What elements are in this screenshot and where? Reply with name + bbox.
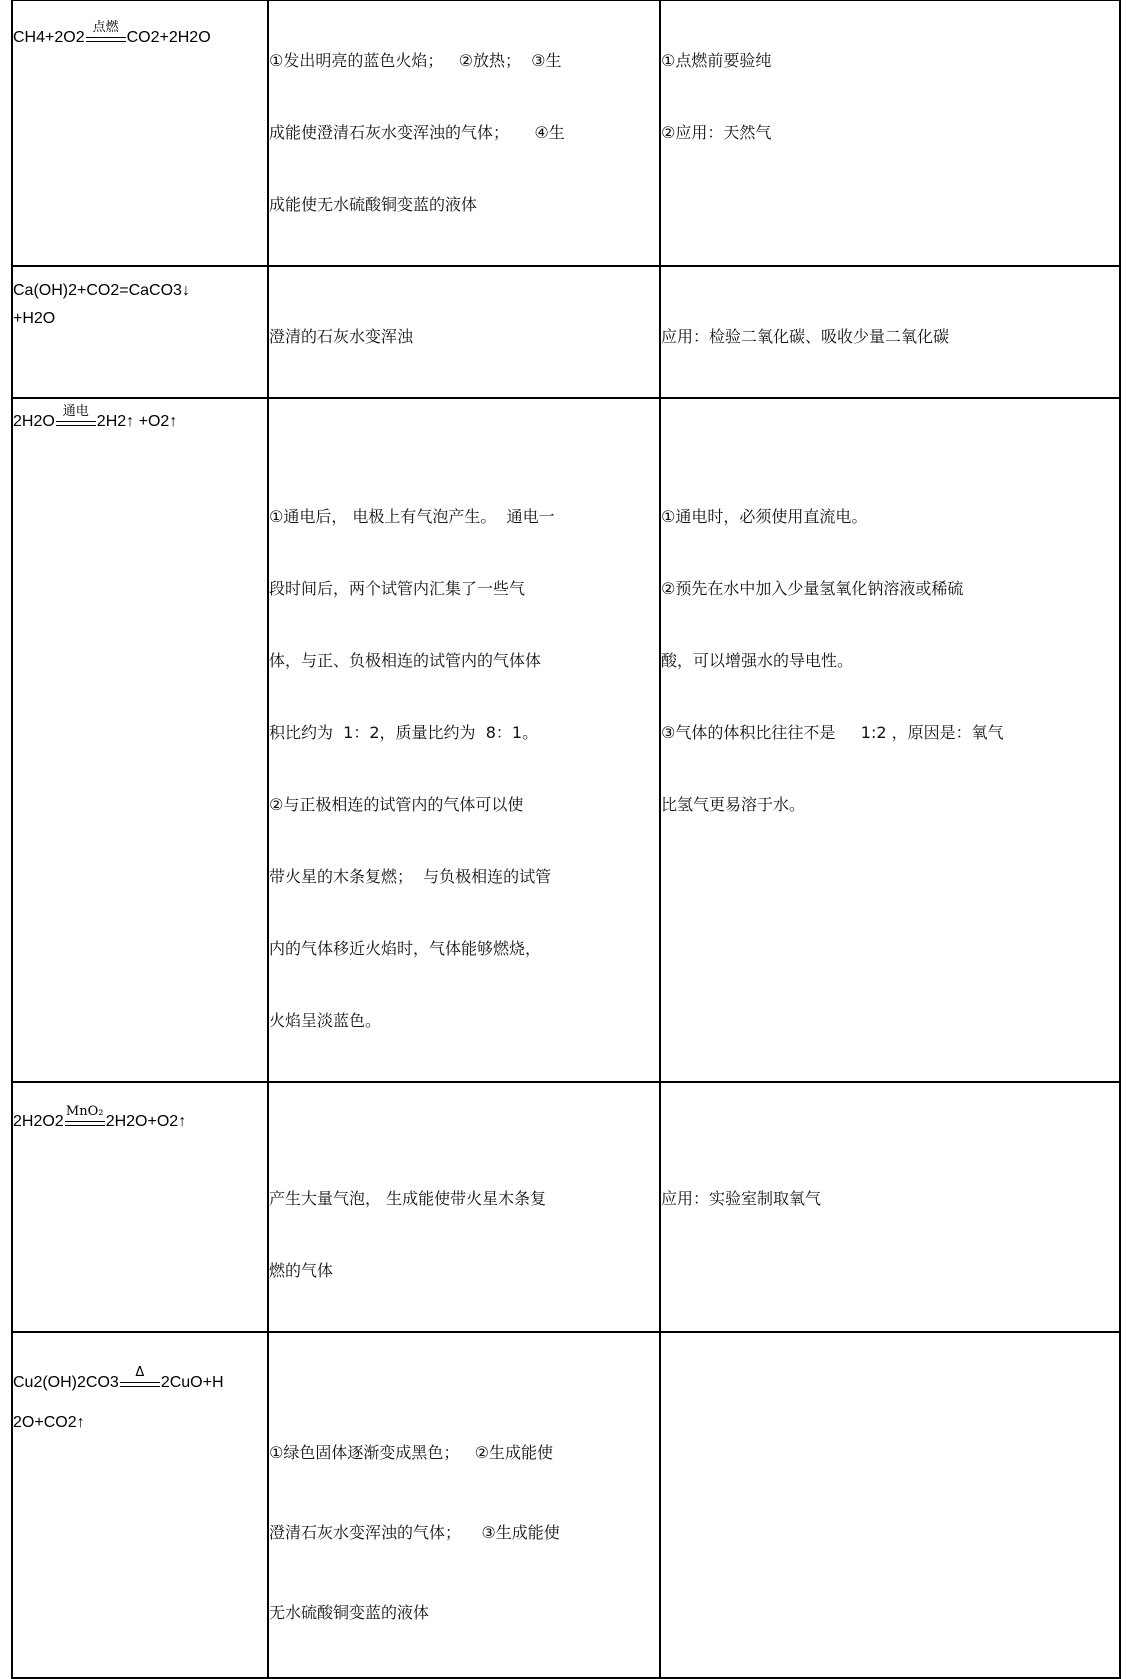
- notes-line: ②应用：天然气: [661, 123, 772, 142]
- phenomenon-cell: [268, 1332, 660, 1678]
- equation-cell: [12, 0, 268, 266]
- equation-products: CO2+2H2O: [126, 29, 211, 46]
- equation-reactants: 2H2O2: [13, 1113, 64, 1130]
- phenomenon-cell: [268, 1082, 660, 1332]
- equation-cell: [12, 398, 268, 1082]
- phenomenon-line: 无水硫酸铜变蓝的液体: [269, 1603, 430, 1622]
- reaction-condition-arrow: [120, 1365, 160, 1387]
- phenomenon-line: 成能使澄清石灰水变浑浊的气体； ④生: [269, 123, 565, 142]
- equation-reactants: 2H2O: [13, 413, 55, 430]
- reaction-condition-arrow: [86, 20, 126, 42]
- equation-cell: [12, 1332, 268, 1678]
- notes-line: 应用：检验二氧化碳、吸收少量二氧化碳: [661, 327, 950, 346]
- phenomenon-line: 成能使无水硫酸铜变蓝的液体: [269, 195, 478, 214]
- notes-cell: [660, 398, 1120, 1082]
- phenomenon-line: 带火星的木条复燃； 与负极相连的试管: [269, 867, 552, 886]
- phenomenon-line: 积比约为 1：2，质量比约为 8：1。: [269, 723, 539, 742]
- equation-line: +H2O: [13, 310, 56, 327]
- equation-line: 2O+CO2↑: [13, 1414, 85, 1431]
- notes-line: ①点燃前要验纯: [661, 51, 772, 70]
- equation-reactants: Cu2(OH)2CO3: [13, 1374, 119, 1391]
- notes-line: ②预先在水中加入少量氢氧化钠溶液或稀硫: [661, 579, 964, 598]
- equation-line: Ca(OH)2+CO2=CaCO3↓: [13, 282, 190, 299]
- phenomenon-line: 段时间后，两个试管内汇集了一些气: [269, 579, 526, 598]
- equation-cell: [12, 1082, 268, 1332]
- phenomenon-line: 澄清的石灰水变浑浊: [269, 327, 414, 346]
- equation-products: 2H2O+O2↑: [105, 1113, 187, 1130]
- equation-products: 2H2↑ +O2↑: [96, 413, 178, 430]
- reaction-condition: 通电: [62, 404, 89, 419]
- table-row: [12, 398, 1120, 1082]
- phenomenon-cell: [268, 0, 660, 266]
- equation-cell: [12, 266, 268, 398]
- notes-line: ③气体的体积比往往不是 1:2 ，原因是：氧气: [661, 723, 1004, 742]
- phenomenon-line: ①通电后， 电极上有气泡产生。 通电一: [269, 507, 555, 526]
- notes-line: 应用：实验室制取氧气: [661, 1189, 822, 1208]
- phenomenon-line: 澄清石灰水变浑浊的气体； ③生成能使: [269, 1523, 560, 1542]
- phenomenon-line: 体，与正、负极相连的试管内的气体体: [269, 651, 542, 670]
- table-row: [12, 0, 1120, 266]
- phenomenon-line: ①发出明亮的蓝色火焰； ②放热； ③生: [269, 51, 562, 70]
- phenomenon-line: 产生大量气泡， 生成能使带火星木条复: [269, 1189, 547, 1208]
- notes-cell: [660, 1082, 1120, 1332]
- reaction-condition: MnO₂: [65, 1104, 104, 1119]
- phenomenon-cell: [268, 398, 660, 1082]
- phenomenon-cell: [268, 266, 660, 398]
- equation-line: [13, 1363, 267, 1403]
- reaction-condition-arrow: [65, 1104, 105, 1126]
- table-row: [12, 1082, 1120, 1332]
- equation-products: 2CuO+H: [160, 1374, 224, 1391]
- table-row: [12, 1332, 1120, 1678]
- phenomenon-line: 燃的气体: [269, 1261, 334, 1280]
- notes-cell: [660, 0, 1120, 266]
- notes-line: ①通电时，必须使用直流电。: [661, 507, 868, 526]
- reaction-condition-arrow: [56, 404, 96, 426]
- phenomenon-line: 内的气体移近火焰时，气体能够燃烧，: [269, 939, 542, 958]
- table-row: [12, 266, 1120, 398]
- reaction-table: [11, 0, 1121, 1679]
- reaction-condition: 点燃: [92, 20, 119, 35]
- notes-cell: [660, 1332, 1120, 1678]
- notes-line: 酸，可以增强水的导电性。: [661, 651, 854, 670]
- notes-cell: [660, 266, 1120, 398]
- equation-reactants: CH4+2O2: [13, 29, 85, 46]
- phenomenon-line: ①绿色固体逐渐变成黑色； ②生成能使: [269, 1443, 553, 1462]
- notes-line: 比氢气更易溶于水。: [661, 795, 806, 814]
- phenomenon-line: 火焰呈淡蓝色。: [269, 1011, 382, 1030]
- reaction-condition: Δ: [135, 1365, 145, 1380]
- phenomenon-line: ②与正极相连的试管内的气体可以使: [269, 795, 524, 814]
